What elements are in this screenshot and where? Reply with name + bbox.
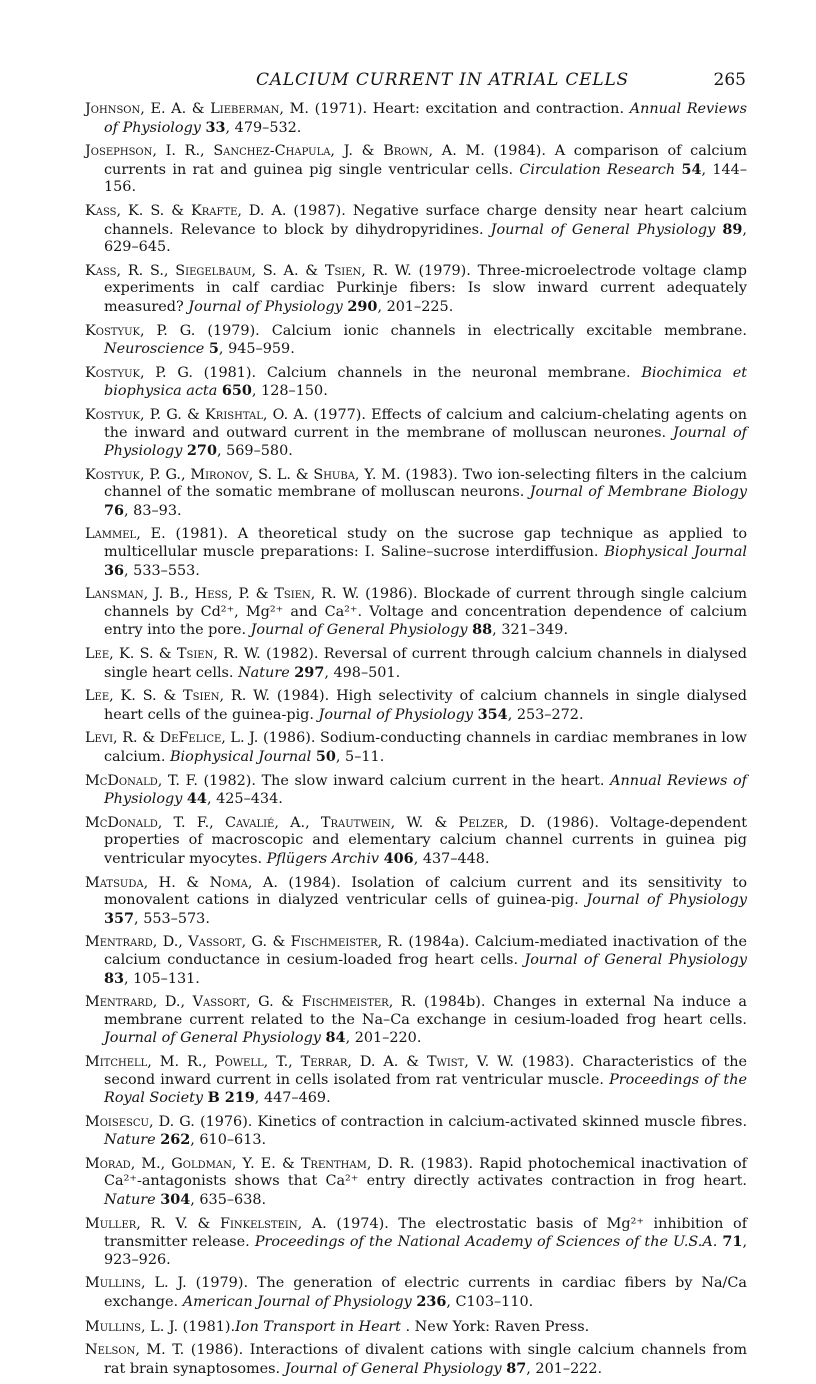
reference-volume: 83 <box>104 969 125 987</box>
reference-title: Heart: excitation and contraction. <box>372 101 625 117</box>
reference-volume: 71 <box>722 1233 743 1251</box>
reference-year: (1986). <box>365 586 418 603</box>
reference-pages: , 144–156. <box>104 161 748 196</box>
reference-entry <box>85 407 747 461</box>
reference-pages: , 83–93. <box>124 502 182 519</box>
reference-year: (1986). <box>190 1342 244 1359</box>
reference-year: (1974). <box>336 1215 389 1232</box>
reference-title: Calcium-mediated inactivation of the calcium conductance in cesium-loaded frog heart cells. <box>104 934 748 968</box>
reference-volume: 87 <box>506 1359 527 1377</box>
reference-pages: , 105–131. <box>124 970 200 987</box>
reference-volume: 354 <box>477 705 508 723</box>
reference-pages: , 635–638. <box>190 1192 267 1209</box>
reference-year: (1971). <box>314 101 368 117</box>
reference-volume: 88 <box>472 621 493 639</box>
reference-title: High selectivity of calcium channels in single dialysed heart cells of the guinea-pig. <box>104 688 748 723</box>
reference-year: (1979). <box>207 322 260 339</box>
reference-authors: Kostyuk, P. G. <box>85 364 193 381</box>
reference-journal: Journal of Physiology <box>586 892 747 909</box>
reference-journal: Annual Reviews of Physiology <box>104 772 747 808</box>
reference-entry <box>85 586 747 640</box>
reference-authors: Lee, K. S. & Tsien, R. W. <box>85 688 270 705</box>
reference-authors: Mentrard, D., Vassort, G. & Fischmeister, R. <box>85 934 403 951</box>
reference-title: Effects of calcium and calcium-chelating agents on the inward and outward current in the membrane of molluscan neurones. <box>104 406 747 441</box>
reference-volume: 650 <box>221 382 252 400</box>
reference-entry <box>85 1342 747 1378</box>
reference-pages: , 610–613. <box>190 1132 267 1149</box>
reference-title: Three-microelectrode voltage clamp experiments in calf cardiac Purkinje fibers: Is slow inward current adequately measured? <box>104 262 747 315</box>
reference-volume: 84 <box>325 1029 346 1047</box>
reference-pages: , 923–926. <box>104 1234 748 1268</box>
reference-volume: 262 <box>160 1131 191 1149</box>
reference-year: (1982). <box>203 772 256 789</box>
reference-pages: , 425–434. <box>206 791 283 808</box>
reference-volume: 290 <box>347 297 378 315</box>
reference-journal: Journal of Membrane Biology <box>529 484 748 501</box>
reference-pages: , 479–532. <box>225 119 302 136</box>
reference-pages: , 201–222. <box>526 1360 603 1377</box>
page-header <box>256 70 746 94</box>
reference-volume: 54 <box>681 160 702 178</box>
reference-authors: Matsuda, H. & Noma, A. <box>85 874 278 891</box>
reference-pages: , 447–469. <box>254 1090 331 1107</box>
reference-pages: , 201–225. <box>377 298 454 315</box>
reference-pages: , 5–11. <box>335 749 385 765</box>
reference-journal: Annual Reviews of Physiology <box>104 101 748 136</box>
running-title: CALCIUM CURRENT IN ATRIAL CELLS <box>256 70 630 90</box>
reference-journal: Journal of Physiology <box>104 424 747 460</box>
reference-entry <box>85 526 747 580</box>
reference-volume: 44 <box>186 790 207 808</box>
reference-volume: 406 <box>383 849 414 867</box>
reference-authors: Mullins, L. J. <box>85 1318 179 1335</box>
reference-year: (1981). <box>175 526 228 543</box>
reference-entry <box>85 875 747 929</box>
reference-year: (1983). <box>521 1053 575 1070</box>
reference-year: (1986). <box>546 814 599 831</box>
reference-year: (1982). <box>266 646 319 663</box>
reference-title: Characteristics of the second inward current in cells isolated from rat ventricular muscle. <box>104 1053 748 1088</box>
reference-title: Negative surface charge density near heart calcium channels. Relevance to block by dihydropyridines. <box>104 202 748 238</box>
reference-journal: Journal of General Physiology <box>490 221 716 238</box>
reference-authors: Josephson, I. R., Sanchez-Chapula, J. & Brown, A. M. <box>85 143 485 160</box>
reference-authors: Kass, K. S. & Krafte, D. A. <box>85 202 287 219</box>
reference-pages: , 945–959. <box>218 341 295 358</box>
reference-pages: , 553–573. <box>134 910 210 927</box>
reference-entry <box>85 646 747 682</box>
reference-title: Two ion-selecting filters in the calcium channel of the somatic membrane of molluscan neurons. <box>104 466 747 501</box>
reference-entry <box>85 1216 747 1270</box>
reference-entry <box>85 1156 747 1210</box>
reference-entry <box>85 1114 747 1150</box>
reference-year: (1979). <box>418 262 471 279</box>
reference-volume: 89 <box>722 220 743 238</box>
reference-title: Blockade of current through single calcium channels by Cd²⁺, Mg²⁺ and Ca²⁺. Voltage and concentration dependence of calcium entry into the pore. <box>104 586 747 639</box>
reference-entry <box>85 323 747 359</box>
reference-year: (1981). <box>203 364 257 381</box>
reference-year: (1984). <box>276 688 330 705</box>
reference-entry <box>85 365 747 401</box>
reference-volume: 36 <box>104 561 125 579</box>
reference-entry <box>85 143 747 197</box>
reference-title: Calcium ionic channels in electrically excitable membrane. <box>271 322 748 339</box>
reference-entry <box>85 1275 747 1311</box>
reference-pages: , C103–110. <box>446 1294 534 1311</box>
reference-entry <box>85 688 747 724</box>
reference-journal: Journal of Physiology <box>188 298 343 315</box>
reference-journal: Pflügers Archiv <box>266 850 380 867</box>
reference-authors: Moisescu, D. G. <box>85 1113 195 1130</box>
reference-authors: Muller, R. V. & Finkelstein, A. <box>85 1215 327 1232</box>
reference-authors: Lee, K. S. & Tsien, R. W. <box>85 646 261 663</box>
reference-pages: , 201–220. <box>345 1030 422 1047</box>
reference-journal: Nature <box>238 664 290 681</box>
reference-journal: Journal of General Physiology <box>524 951 747 968</box>
reference-journal: American Journal of Physiology <box>182 1294 412 1311</box>
reference-journal: Circulation Research <box>519 161 676 178</box>
reference-title: Kinetics of contraction in calcium-activated skinned muscle fibres. <box>257 1113 748 1130</box>
reference-volume: 76 <box>104 501 125 519</box>
reference-journal: Biophysical Journal <box>604 544 747 561</box>
reference-journal: Nature <box>104 1192 156 1209</box>
reference-list <box>85 101 747 1384</box>
reference-volume: 33 <box>205 118 226 136</box>
reference-authors: Lansman, J. B., Hess, P. & Tsien, R. W. <box>85 586 360 603</box>
reference-title: Isolation of calcium current and its sensitivity to monovalent cations in dialyzed ventricular cells of guinea-pig. <box>104 874 747 909</box>
reference-pages: , 498–501. <box>324 664 401 681</box>
reference-entry <box>85 203 747 257</box>
reference-entry <box>85 467 747 521</box>
reference-authors: Kostyuk, P. G., Mironov, S. L. & Shuba, Y. M. <box>85 466 401 483</box>
reference-authors: Kostyuk, P. G. & Krishtal, O. A. <box>85 406 309 423</box>
reference-pages: , 253–272. <box>507 706 584 723</box>
reference-pages: , 437–448. <box>413 850 490 867</box>
reference-title: A theoretical study on the sucrose gap technique as applied to multicellular muscle preparations: I. Saline–sucrose interdiffusion. <box>104 526 747 561</box>
reference-journal: Biophysical Journal <box>169 749 312 765</box>
reference-entry <box>85 994 747 1048</box>
reference-pages: , 629–645. <box>104 221 747 256</box>
reference-journal: Proceedings of the National Academy of Sciences of the U.S.A. <box>254 1234 718 1251</box>
reference-pages: . New York: Raven Press. <box>405 1318 590 1335</box>
reference-year: (1987). <box>293 202 346 219</box>
reference-year: (1981). <box>182 1318 236 1335</box>
reference-title: A comparison of calcium currents in rat and guinea pig single ventricular cells. <box>104 143 747 178</box>
reference-title: Reversal of current through calcium channels in dialysed single heart cells. <box>104 646 748 681</box>
reference-authors: Kostyuk, P. G. <box>85 322 196 339</box>
reference-year: (1986). <box>262 730 316 747</box>
reference-authors: Morad, M., Goldman, Y. E. & Trentham, D. R. <box>85 1155 415 1172</box>
reference-title: Rapid photochemical inactivation of Ca²⁺-antagonists shows that Ca²⁺ entry directly activates contraction in frog heart. <box>104 1155 747 1190</box>
reference-journal: Neuroscience <box>104 341 205 358</box>
reference-year: (1977). <box>313 406 366 423</box>
reference-authors: Mitchell, M. R., Powell, T., Terrar, D. A. & Twist, V. W. <box>85 1053 514 1070</box>
reference-title: The generation of electric currents in cardiac fibers by Na/Ca exchange. <box>104 1275 747 1311</box>
reference-title: Changes in external Na induce a membrane current related to the Na–Ca exchange in cesium-loaded frog heart cells. <box>104 994 748 1028</box>
reference-title: Voltage-dependent properties of macroscopic and elementary calcium channel currents in guinea pig ventricular myocytes. <box>104 814 748 867</box>
reference-entry <box>85 934 747 988</box>
reference-year: (1984). <box>493 143 546 160</box>
reference-year: (1979). <box>195 1275 249 1292</box>
reference-entry <box>85 730 747 766</box>
page-number: 265 <box>713 70 746 90</box>
reference-pages: , 128–150. <box>251 383 328 400</box>
reference-volume: 236 <box>416 1293 447 1311</box>
reference-authors: Mentrard, D., Vassort, G. & Fischmeister, R. <box>85 994 417 1011</box>
reference-authors: Johnson, E. A. & Lieberman, M. <box>85 101 309 117</box>
reference-year: (1983). <box>420 1155 474 1172</box>
reference-journal: Nature <box>104 1132 156 1149</box>
reference-year: (1984). <box>288 874 341 891</box>
reference-pages: , 569–580. <box>216 443 293 460</box>
reference-year: (1976). <box>199 1113 253 1130</box>
reference-title: Calcium channels in the neuronal membrane. <box>266 364 631 381</box>
reference-entry <box>85 815 747 869</box>
reference-authors: Nelson, M. T. <box>85 1342 185 1359</box>
reference-journal: Journal of General Physiology <box>104 1030 321 1047</box>
reference-journal: Biochimica et biophysica acta <box>104 364 748 400</box>
reference-authors: Kass, R. S., Siegelbaum, S. A. & Tsien, R. W. <box>85 262 412 279</box>
reference-authors: Lammel, E. <box>85 526 166 543</box>
reference-volume: 304 <box>160 1191 191 1209</box>
reference-volume: 50 <box>315 748 336 765</box>
reference-pages: , 533–553. <box>124 562 200 579</box>
reference-journal: Journal of General Physiology <box>284 1360 502 1377</box>
reference-year: (1983). <box>405 466 458 483</box>
reference-volume: 297 <box>294 663 325 681</box>
reference-authors: Levi, R. & DeFelice, L. J. <box>85 730 259 747</box>
reference-volume: B 219 <box>207 1089 255 1107</box>
reference-entry <box>85 773 747 809</box>
reference-authors: McDonald, T. F., Cavalié, A., Trautwein, W. & Pelzer, D. <box>85 814 536 831</box>
reference-entry <box>85 263 747 317</box>
reference-volume: 5 <box>208 340 219 358</box>
reference-volume: 357 <box>104 909 135 927</box>
reference-journal: Journal of General Physiology <box>250 622 468 639</box>
reference-volume: 270 <box>186 442 217 460</box>
reference-entry <box>85 1054 747 1108</box>
reference-entry <box>85 101 747 137</box>
reference-authors: Mullins, L. J. <box>85 1275 187 1292</box>
reference-title: Interactions of divalent cations with single calcium channels from rat brain synaptosomes. <box>104 1342 747 1377</box>
reference-title: Sodium-conducting channels in cardiac membranes in low calcium. <box>104 730 747 765</box>
reference-pages: , 321–349. <box>492 622 569 639</box>
reference-year: (1984a). <box>408 934 470 951</box>
reference-journal: Ion Transport in Heart <box>235 1318 401 1335</box>
reference-journal: Proceedings of the Royal Society <box>104 1071 747 1107</box>
reference-journal: Journal of Physiology <box>318 706 474 723</box>
reference-authors: McDonald, T. F. <box>85 772 198 789</box>
reference-title: The electrostatic basis of Mg²⁺ inhibition of transmitter release. <box>104 1215 748 1251</box>
reference-year: (1984b). <box>423 994 486 1011</box>
reference-title: The slow inward calcium current in the heart. <box>261 772 605 789</box>
reference-entry <box>85 1318 747 1337</box>
